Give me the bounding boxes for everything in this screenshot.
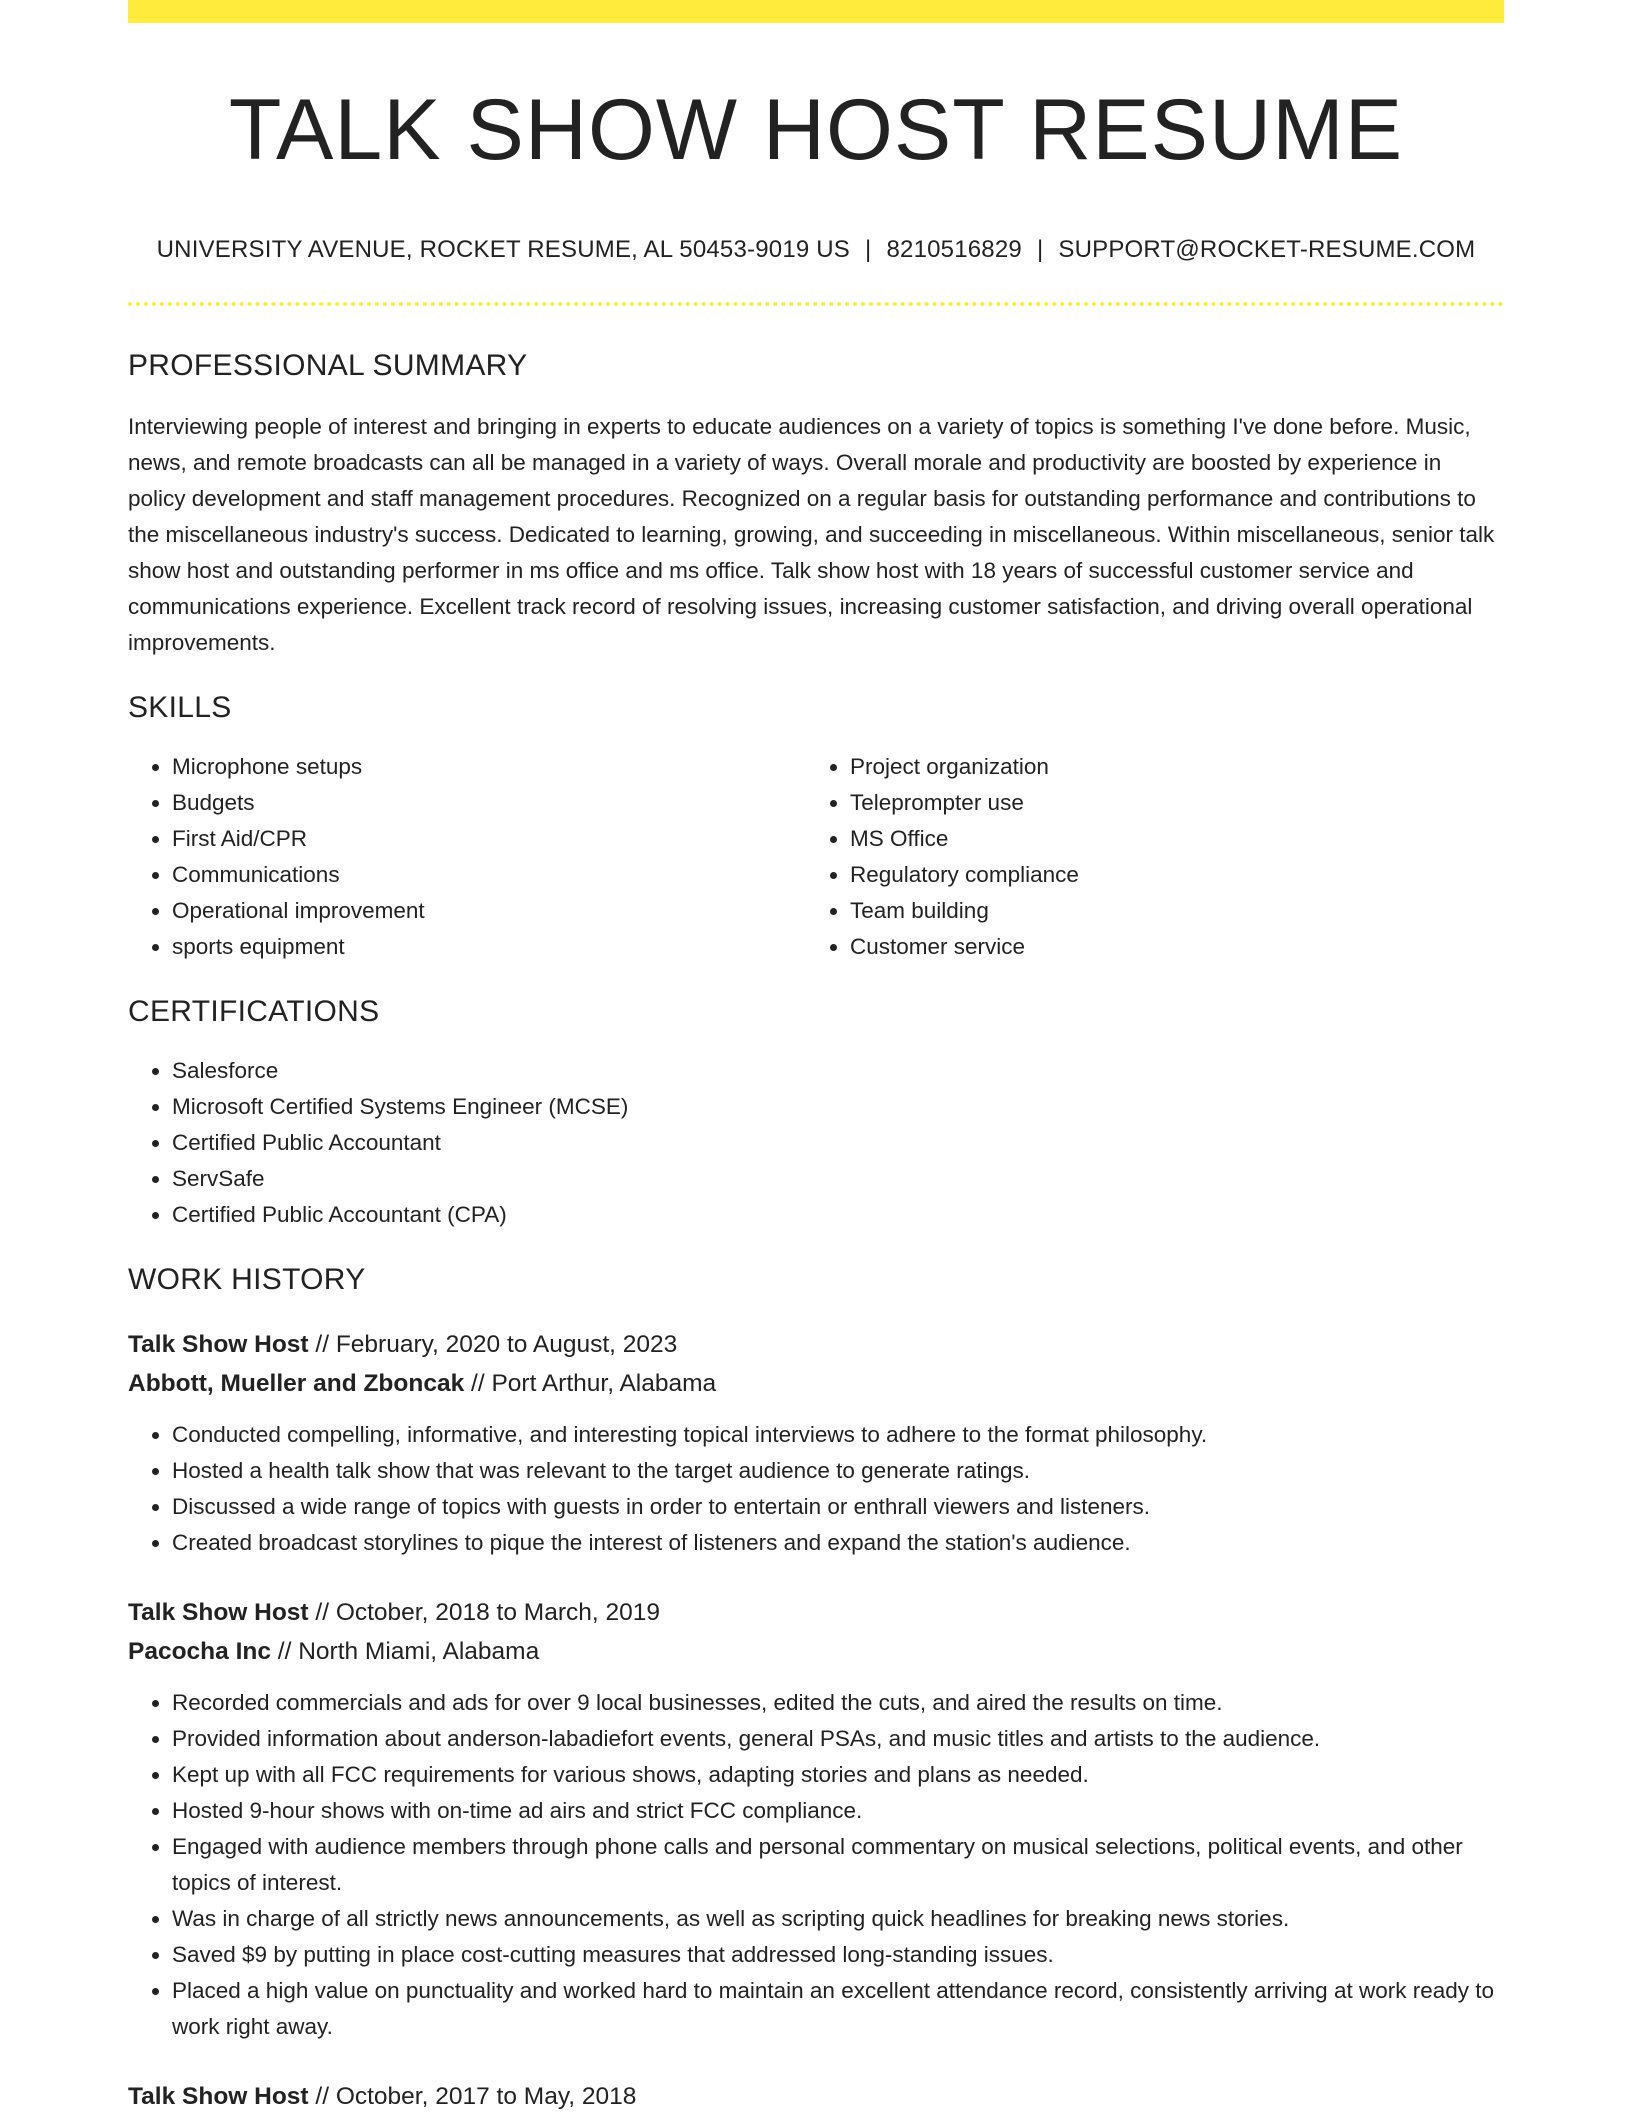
certification-item: • ServSafe	[172, 1161, 1504, 1197]
skill-item: • MS Office	[850, 821, 1079, 857]
certification-item: • Microsoft Certified Systems Engineer (MCSE)	[172, 1089, 1504, 1125]
job-location: // North Miami, Alabama	[270, 1637, 540, 1665]
certification-item: • Certified Public Accountant (CPA)	[172, 1197, 1504, 1233]
resume-page	[128, 0, 1504, 2116]
job-title-line	[128, 1593, 1504, 1632]
accent-bar	[128, 0, 1504, 23]
job-bullet: • Kept up with all FCC requirements for various shows, adapting stories and plans as needed.	[172, 1757, 1504, 1793]
job-entry	[128, 2077, 1504, 2116]
skill-item: • Teleprompter use	[850, 785, 1079, 821]
job-bullets	[128, 1417, 1504, 1561]
job-location: // Port Arthur, Alabama	[464, 1369, 717, 1397]
summary-text: Interviewing people of interest and bringing in experts to educate audiences on a variety of topics is something I've done before. Music, news, and remote broadcasts can all be managed in a variety of ways. Overall morale and productivity are boosted by experience in policy development and staff management procedures. Recognized on a regular basis for outstanding performance and contributions to the miscellaneous industry's success. Dedicated to learning, growing, and succeeding in miscellaneous. Within miscellaneous, senior talk show host and outstanding performer in ms office and ms office. Talk show host with 18 years of successful customer service and communications experience. Excellent track record of resolving issues, increasing customer satisfaction, and driving overall operational improvements.	[128, 413, 1495, 655]
job-bullet: • Recorded commercials and ads for over 9 local businesses, edited the cuts, and aired the results on time.	[172, 1685, 1504, 1721]
contact-separator: |	[1036, 235, 1044, 263]
work-history-heading: WORK HISTORY	[128, 1262, 366, 1296]
skill-item: • Microphone setups	[172, 749, 806, 785]
skill-item: • Project organization	[850, 749, 1079, 785]
job-title: Talk Show Host	[128, 1598, 309, 1626]
skill-item: • Operational improvement	[172, 893, 806, 929]
job-entry	[128, 1593, 1504, 2045]
job-bullet: • Placed a high value on punctuality and worked hard to maintain an excellent attendance record, consistently arriving at work ready to work right away.	[172, 1973, 1504, 2045]
job-bullet: • Was in charge of all strictly news announcements, as well as scripting quick headlines for breaking news stories.	[172, 1901, 1504, 1937]
summary-heading: PROFESSIONAL SUMMARY	[128, 348, 528, 382]
certification-item: • Certified Public Accountant	[172, 1125, 1504, 1161]
job-company: Pacocha Inc	[128, 1637, 271, 1665]
skill-item: • Regulatory compliance	[850, 857, 1079, 893]
certifications-heading: CERTIFICATIONS	[128, 994, 380, 1028]
skills-list-right	[806, 749, 1079, 965]
skills-heading: SKILLS	[128, 690, 232, 724]
skill-item: • Budgets	[172, 785, 806, 821]
job-title: Talk Show Host	[128, 2082, 309, 2110]
skill-item: • First Aid/CPR	[172, 821, 806, 857]
job-bullet: • Engaged with audience members through phone calls and personal commentary on musical selections, political events, and other topics of interest.	[172, 1829, 1504, 1901]
job-title-line	[128, 1325, 1504, 1364]
job-title-line	[128, 2077, 1504, 2116]
job-dates: // October, 2017 to May, 2018	[308, 2082, 637, 2110]
skill-item: • Communications	[172, 857, 806, 893]
contact-separator: |	[865, 235, 872, 263]
dotted-divider	[128, 302, 1504, 306]
job-title: Talk Show Host	[128, 1330, 309, 1358]
job-bullet: • Discussed a wide range of topics with guests in order to entertain or enthrall viewers and listeners.	[172, 1489, 1504, 1525]
job-company-line	[128, 1364, 1504, 1403]
job-dates: // October, 2018 to March, 2019	[308, 1598, 660, 1626]
job-bullets	[128, 1685, 1504, 2045]
job-dates: // February, 2020 to August, 2023	[308, 1330, 678, 1358]
skills-columns	[128, 749, 1504, 965]
skill-item: • Team building	[850, 893, 1079, 929]
contact-email: SUPPORT@ROCKET-RESUME.COM	[1058, 235, 1476, 263]
contact-phone: 8210516829	[886, 235, 1022, 263]
job-bullet: • Created broadcast storylines to pique the interest of listeners and expand the station's audience.	[172, 1525, 1504, 1561]
job-bullet: • Hosted a health talk show that was relevant to the target audience to generate ratings.	[172, 1453, 1504, 1489]
job-bullet: • Hosted 9-hour shows with on-time ad airs and strict FCC compliance.	[172, 1793, 1504, 1829]
job-company-line	[128, 1632, 1504, 1671]
page-title: TALK SHOW HOST RESUME	[228, 82, 1404, 178]
contact-line	[128, 236, 1504, 264]
skills-list-left	[128, 749, 806, 965]
certifications-list	[128, 1053, 1504, 1233]
contact-address: UNIVERSITY AVENUE, ROCKET RESUME, AL 50453-9019 US	[156, 235, 851, 263]
skill-item: • sports equipment	[172, 929, 806, 965]
skill-item: • Customer service	[850, 929, 1079, 965]
job-company: Abbott, Mueller and Zboncak	[128, 1369, 465, 1397]
job-bullet: • Provided information about anderson-labadiefort events, general PSAs, and music titles and artists to the audience.	[172, 1721, 1504, 1757]
job-bullet: • Saved $9 by putting in place cost-cutting measures that addressed long-standing issues.	[172, 1937, 1504, 1973]
job-entry	[128, 1325, 1504, 1561]
job-bullet: • Conducted compelling, informative, and interesting topical interviews to adhere to the format philosophy.	[172, 1417, 1504, 1453]
certification-item: • Salesforce	[172, 1053, 1504, 1089]
